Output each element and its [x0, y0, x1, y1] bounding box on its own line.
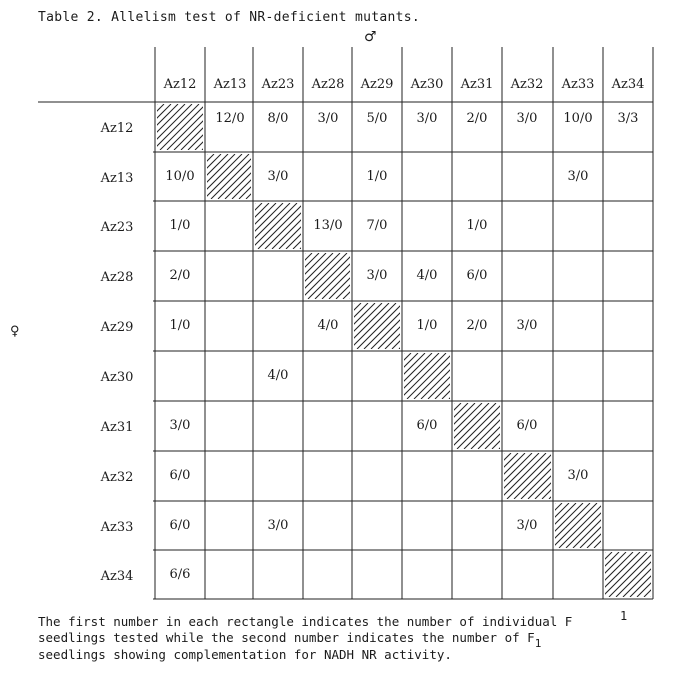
hatch-stroke — [160, 104, 206, 150]
table-cell: 6/0 — [169, 517, 191, 533]
hatch-stroke — [588, 552, 633, 597]
hatch-stroke — [567, 552, 612, 597]
hatch-stroke — [587, 503, 632, 548]
hatch-stroke — [301, 253, 347, 299]
hatch-stroke — [622, 503, 667, 548]
hatch-stroke — [486, 453, 532, 499]
table-cell: 10/0 — [165, 168, 195, 184]
row-header: Az33 — [100, 519, 134, 535]
hatch-stroke — [608, 503, 653, 548]
table-cell: 4/0 — [317, 318, 339, 333]
subscript: 1 — [534, 637, 542, 650]
column-header: Az28 — [311, 77, 345, 92]
row-header: Az34 — [100, 568, 134, 584]
hatch-stroke — [465, 453, 511, 499]
hatch-stroke — [658, 552, 674, 597]
hatch-stroke — [357, 303, 403, 349]
row-header: Az28 — [100, 270, 134, 285]
hatch-stroke — [601, 503, 646, 548]
column-header: Az29 — [360, 77, 394, 92]
column-header: Az32 — [510, 77, 544, 92]
hatch-stroke — [595, 552, 640, 597]
table-cell: 3/0 — [366, 268, 388, 283]
hatch-stroke — [629, 503, 674, 548]
hatch-stroke — [574, 552, 619, 597]
row-header: Az13 — [100, 170, 134, 186]
table-cell: 4/0 — [267, 368, 289, 383]
hatch-stroke — [414, 353, 460, 399]
hatch-stroke — [449, 353, 495, 399]
hatch-stroke — [484, 353, 530, 399]
hatch-stroke — [308, 253, 354, 299]
row-header: Az30 — [100, 370, 134, 385]
column-header: Az23 — [261, 77, 295, 92]
hatch-stroke — [643, 503, 674, 548]
female-symbol: ♀ — [10, 324, 20, 339]
hatch-stroke — [477, 353, 523, 399]
table-cell: 3/0 — [516, 318, 538, 333]
table-cell: 2/0 — [466, 318, 488, 333]
subscript: 1 — [620, 609, 628, 623]
hatch-stroke — [442, 353, 488, 399]
table-caption: Table 2. Allelism test of NR-deficient mutants. — [38, 10, 420, 25]
hatch-stroke — [211, 154, 256, 199]
diagonal-hatch-cell — [358, 353, 537, 399]
hatch-stroke — [644, 552, 674, 597]
hatch-stroke — [507, 453, 553, 499]
table-cell: 3/0 — [516, 111, 538, 126]
hatch-stroke — [294, 253, 340, 299]
hatch-stroke — [266, 253, 312, 299]
hatch-stroke — [573, 503, 618, 548]
hatch-stroke — [407, 353, 453, 399]
hatch-stroke — [491, 353, 537, 399]
hatch-stroke — [651, 552, 674, 597]
table-cell: 6/0 — [169, 468, 191, 483]
column-header: Az31 — [460, 77, 494, 92]
hatch-stroke — [237, 203, 283, 249]
male-symbol: ♂ — [364, 29, 377, 45]
hatch-stroke — [358, 353, 404, 399]
table-cell: 1/0 — [169, 318, 191, 333]
row-header: Az29 — [100, 320, 134, 335]
footnote-line-1: The first number in each rectangle indicates the number of individual F 1 — [38, 609, 628, 629]
table-cell: 6/0 — [516, 418, 538, 433]
hatch-stroke — [637, 552, 674, 597]
table-cell: 1/0 — [466, 218, 488, 233]
table-cell: 2/0 — [169, 268, 191, 283]
table-cell: 3/0 — [317, 111, 339, 126]
hatch-stroke — [372, 353, 418, 399]
table-cell: 1/0 — [169, 218, 191, 233]
hatch-stroke — [450, 403, 496, 449]
hatch-stroke — [400, 353, 446, 399]
hatch-stroke — [630, 552, 674, 597]
hatch-stroke — [386, 353, 432, 399]
column-header: Az13 — [213, 77, 247, 92]
hatch-stroke — [493, 453, 539, 499]
row-header: Az12 — [100, 121, 134, 136]
hatch-stroke — [209, 203, 255, 249]
hatch-stroke — [428, 353, 474, 399]
hatch-stroke — [472, 453, 518, 499]
hatch-stroke — [223, 203, 269, 249]
hatch-stroke — [244, 203, 290, 249]
hatch-stroke — [609, 552, 654, 597]
diagonal-hatch-cell — [560, 552, 674, 597]
hatch-stroke — [393, 353, 439, 399]
hatch-stroke — [552, 503, 597, 548]
hatch-stroke — [470, 353, 516, 399]
table-cell: 4/0 — [416, 268, 438, 283]
table-cell: 1/0 — [366, 168, 388, 184]
footnote-line-3: seedlings showing complementation for NADH NR activity. — [38, 647, 452, 662]
table-cell: 7/0 — [366, 218, 388, 233]
table-cell: 5/0 — [366, 111, 388, 126]
table-cell: 3/0 — [169, 418, 191, 433]
table-cell: 3/0 — [567, 468, 589, 483]
row-header: Az32 — [100, 470, 134, 485]
hatch-stroke — [216, 203, 262, 249]
table-cell: 8/0 — [267, 111, 289, 126]
hatch-stroke — [616, 552, 661, 597]
table-cell: 3/0 — [516, 517, 538, 533]
hatch-stroke — [259, 253, 305, 299]
column-header: Az30 — [410, 77, 444, 92]
hatch-stroke — [287, 253, 333, 299]
table-cell: 3/3 — [617, 111, 639, 126]
hatch-stroke — [273, 253, 319, 299]
table-cell: 6/0 — [466, 268, 488, 283]
table-cell: 6/6 — [169, 566, 191, 582]
footnote — [38, 609, 668, 663]
hatch-stroke — [500, 453, 546, 499]
footnote-line-2: seedlings tested while the second number indicates the number of F1 — [38, 630, 542, 650]
hatch-stroke — [623, 552, 668, 597]
table-cell: 3/0 — [416, 111, 438, 126]
hatch-stroke — [421, 353, 467, 399]
hatch-stroke — [350, 303, 396, 349]
hatch-stroke — [458, 453, 504, 499]
hatch-stroke — [365, 353, 411, 399]
hatch-stroke — [665, 552, 674, 597]
hatch-stroke — [435, 353, 481, 399]
column-header: Az33 — [561, 77, 595, 92]
column-header: Az34 — [611, 77, 645, 92]
table-cell: 2/0 — [466, 111, 488, 126]
table-cell: 3/0 — [567, 168, 589, 184]
table-cell: 3/0 — [267, 168, 289, 184]
hatch-stroke — [457, 403, 503, 449]
hatch-stroke — [560, 552, 605, 597]
table-cell: 1/0 — [416, 318, 438, 333]
hatch-stroke — [594, 503, 639, 548]
hatch-stroke — [559, 503, 604, 548]
hatch-stroke — [251, 203, 297, 249]
hatch-stroke — [153, 104, 199, 150]
row-header: Az23 — [100, 220, 134, 235]
table-cell: 13/0 — [313, 218, 343, 233]
table-cell: 10/0 — [563, 111, 593, 126]
diagonal-hatch-cell — [458, 453, 637, 499]
hatch-stroke — [566, 503, 611, 548]
column-header: Az12 — [163, 77, 197, 92]
row-header: Az31 — [100, 420, 134, 435]
hatch-stroke — [258, 203, 304, 249]
table-cell: 3/0 — [267, 517, 289, 533]
table-cell: 6/0 — [416, 418, 438, 433]
hatch-stroke — [636, 503, 674, 548]
table-cell: 12/0 — [215, 111, 245, 126]
hatch-stroke — [456, 353, 502, 399]
hatch-stroke — [602, 552, 647, 597]
hatch-stroke — [204, 154, 249, 199]
